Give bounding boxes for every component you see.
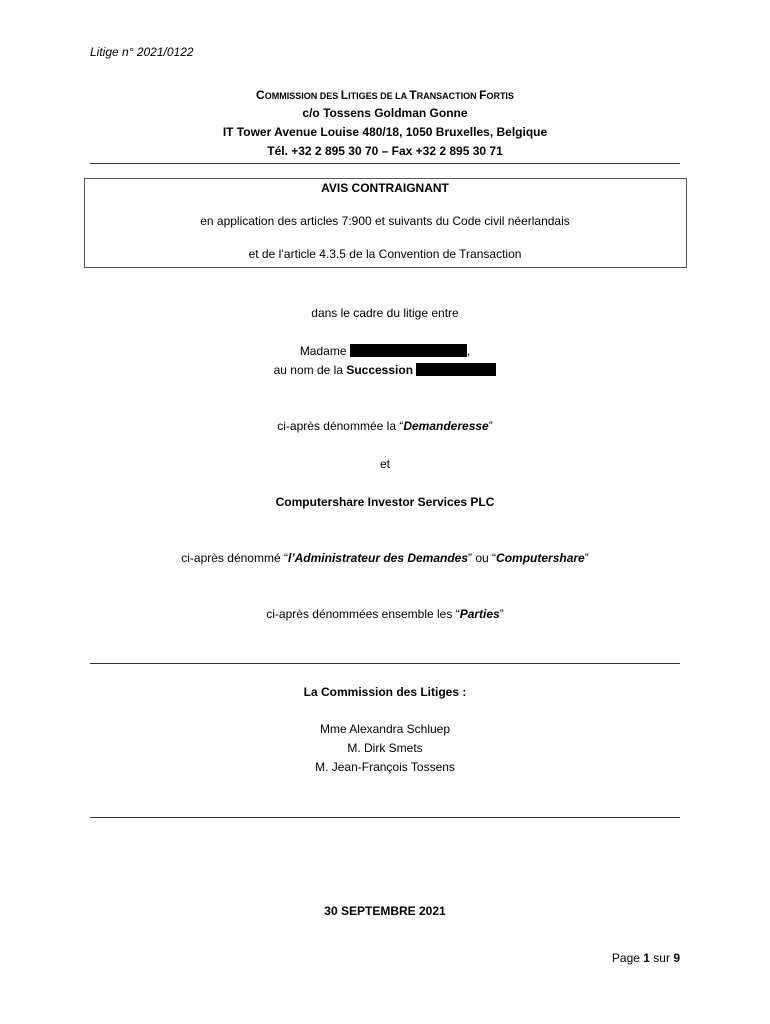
claimant-designation: ci-après dénommée la “Demanderesse” bbox=[277, 419, 493, 433]
commission-top-divider bbox=[90, 663, 680, 664]
letterhead-phone: Tél. +32 2 895 30 70 – Fax +32 2 895 30 71 bbox=[267, 144, 503, 158]
letterhead-divider bbox=[90, 163, 680, 164]
letterhead-address: IT Tower Avenue Louise 480/18, 1050 Bruxelles, Belgique bbox=[222, 125, 548, 139]
commission-member: M. Jean-François Tossens bbox=[315, 760, 455, 774]
respondent-designation: ci-après dénommé “l’Administrateur des Demandes” ou “Computershare” bbox=[181, 551, 589, 565]
commission-bottom-divider bbox=[90, 817, 680, 818]
commission-member: M. Dirk Smets bbox=[347, 741, 423, 755]
parties-and: et bbox=[379, 457, 390, 471]
letterhead-care-of: c/o Tossens Goldman Gonne bbox=[302, 106, 468, 120]
parties-designation: ci-après dénommées ensemble les “Parties” bbox=[266, 607, 504, 621]
decision-date: 30 SEPTEMBRE 2021 bbox=[324, 904, 446, 918]
notice-legal-basis-1: en application des articles 7:900 et suivants du Code civil néerlandais bbox=[200, 214, 570, 228]
page-number: Page 1 sur 9 bbox=[611, 951, 680, 965]
notice-legal-basis-2: et de l’article 4.3.5 de la Convention de Transaction bbox=[248, 247, 522, 261]
commission-title: La Commission des Litiges : bbox=[303, 685, 467, 699]
parties-intro: dans le cadre du litige entre bbox=[311, 306, 459, 320]
notice-title: AVIS CONTRAIGNANT bbox=[321, 181, 449, 195]
redacted-estate-name bbox=[416, 363, 496, 376]
claimant-name-line: Madame , bbox=[299, 344, 471, 358]
redacted-name bbox=[350, 344, 467, 357]
respondent-name: Computershare Investor Services PLC bbox=[275, 495, 495, 509]
commission-member: Mme Alexandra Schluep bbox=[319, 722, 451, 736]
letterhead-commission-name: COMMISSION DES LITIGES DE LA TRANSACTION FORTIS bbox=[256, 88, 514, 102]
case-reference: Litige n° 2021/0122 bbox=[90, 45, 194, 59]
claimant-estate-line: au nom de la Succession bbox=[0, 363, 770, 377]
